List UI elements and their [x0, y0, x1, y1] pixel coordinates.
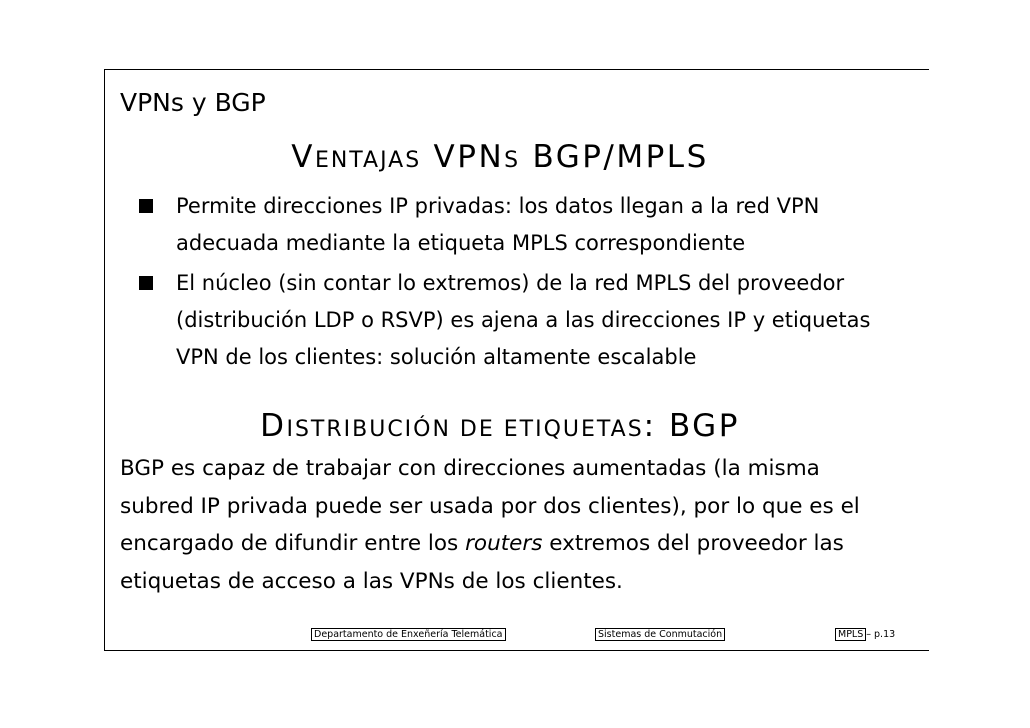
paragraph-text: BGP es capaz de trabajar con direcciones aumentadas (la misma subred IP privada puede ser usada por dos clientes), por lo que es el encargado de difundir entre los [120, 456, 860, 556]
list-item [139, 188, 879, 262]
course-link[interactable]: Sistemas de Conmutación [595, 628, 725, 641]
body-paragraph [120, 450, 890, 600]
department-link[interactable]: Departamento de Enxeñería Telemática [311, 628, 506, 641]
slide [104, 69, 929, 651]
list-item-text: El núcleo (sin contar lo extremos) de la red MPLS del proveedor (distribución LDP o RSVP) es ajena a las direcciones IP y etiquetas VPN de los clientes: solución altamente escalable [176, 271, 871, 369]
page-number: – p.13 [866, 629, 896, 640]
section-heading-distribucion [105, 408, 895, 444]
heading-smallcaps: S [504, 148, 521, 173]
square-bullet-icon [139, 276, 153, 290]
footer-course [595, 629, 725, 640]
topic-link[interactable]: MPLS [835, 628, 866, 641]
paragraph-emphasis: routers [465, 531, 543, 556]
heading-smallcaps: ENTAJAS [314, 148, 422, 173]
heading-initial: D [260, 408, 287, 444]
list-item [139, 265, 879, 376]
heading-text: : BGP [643, 408, 740, 444]
heading-text: VPN [421, 139, 505, 175]
list-item-text: Permite direcciones IP privadas: los datos llegan a la red VPN adecuada mediante la etiqueta MPLS correspondiente [176, 194, 820, 255]
heading-text: BGP/MPLS [520, 139, 709, 175]
section-heading-ventajas [105, 139, 895, 175]
bullet-list [139, 188, 879, 379]
paragraph-text: extremos del proveedor las etiquetas de acceso a las VPNs de los clientes. [120, 531, 844, 594]
footer-page [835, 629, 895, 640]
heading-initial: V [291, 139, 315, 175]
square-bullet-icon [139, 199, 153, 213]
heading-smallcaps: ISTRIBUCIÓN DE ETIQUETAS [286, 417, 644, 442]
running-title: VPNs y BGP [120, 88, 266, 117]
footer-department [311, 629, 506, 640]
